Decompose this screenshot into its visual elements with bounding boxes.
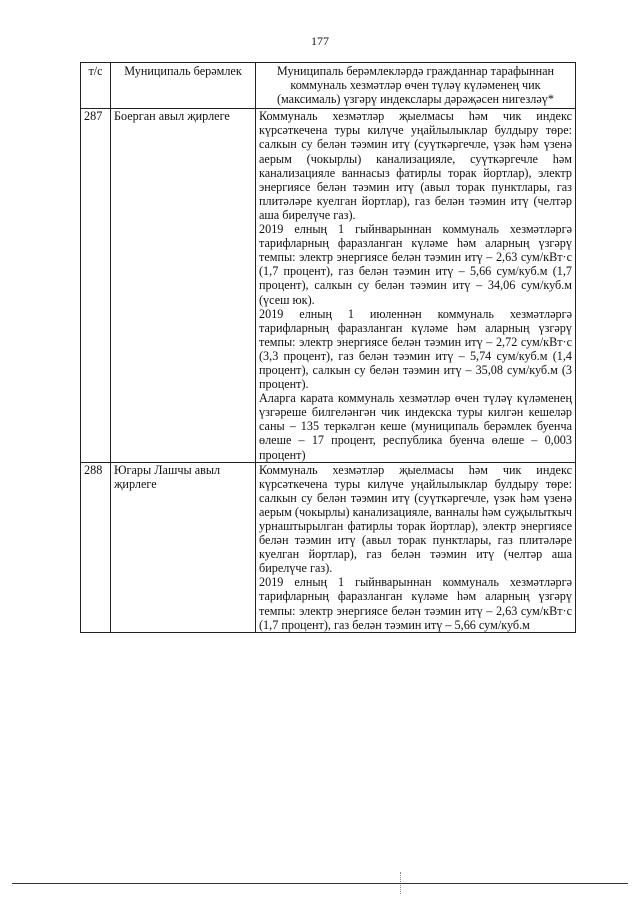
table-header-row bbox=[81, 63, 576, 109]
row-number: 287 bbox=[81, 109, 111, 462]
paragraph: Коммуналь хезмәтләр җыелмасы һәм чик индекс күрсәткечена туры килүче уңайлылыклар булдыру төре: салкын су белән тәэмин итү (суүткәргечле, үзәк һәм үзенә аерым (чокырлы) канализацияле, суүткәргечле һәм канализацияле ваннасыз фатирлы торак йортлар), электр энергиясе белән тәэмин итү (авыл торак пунктлары, газ плитәләре куелган йортлар), газ белән тәэмин итү (челтәр аша бирелүче газ). bbox=[259, 109, 572, 222]
paragraph: 2019 елның 1 июленнән коммуналь хезмәтләргә тарифларның фаразланган күләме һәм аларның үзгәрү темпы: электр энергиясе белән тәэмин итү – 2,72 сум/кВт·с (3,3 процент), газ белән тәэмин итү – 5,74 сум/куб.м (1,4 процент), салкын су белән тәэмин итү – 35,08 сум/куб.м (3 процент). bbox=[259, 306, 572, 392]
header-municipality: Муниципаль берәмлек bbox=[111, 63, 256, 109]
tariff-table bbox=[80, 62, 576, 633]
municipality-name: Югары Лашчы авыл җирлеге bbox=[111, 462, 256, 632]
header-justification: Муниципаль берәмлекләрдә гражданнар тарафыннан коммуналь хезмәтләр өчен түләү күләменең чик (максималь) үзгәрү индекслары дәрәҗәсен нигезләү* bbox=[256, 63, 576, 109]
paragraph: Аларга карата коммуналь хезмәтләр өчен түләү күләменең үзгәреше билгеләнгән чик индекска туры килгән кешеләр саны – 135 теркәлгән кеше (муниципаль берәмлек буенча өлеше – 17 процент, республика буенча өлеше – 0,003 процент) bbox=[259, 391, 572, 462]
row-number: 288 bbox=[81, 462, 111, 632]
municipality-name: Боерган авыл җирлеге bbox=[111, 109, 256, 462]
justification-cell bbox=[256, 109, 576, 462]
header-number: т/с bbox=[81, 63, 111, 109]
table-row bbox=[81, 109, 576, 462]
paragraph: 2019 елның 1 гыйнварыннан коммуналь хезмәтләргә тарифларның фаразланган күләме һәм аларның үзгәрү темпы: электр энергиясе белән тәэмин итү – 2,63 сум/кВт·с (1,7 процент), газ белән тәэмин итү – 5,66 сум/куб.м (1,7 процент), салкын су белән тәэмин итү – 34,06 сум/куб.м (үсеш юк). bbox=[259, 222, 572, 307]
page-number: 177 bbox=[311, 34, 329, 48]
table-row bbox=[81, 462, 576, 632]
justification-cell bbox=[256, 462, 576, 632]
page-bottom-rule bbox=[12, 883, 628, 884]
paragraph: Коммуналь хезмәтләр җыелмасы һәм чик индекс күрсәткечена туры килүче уңайлылыклар булдыру төре: салкын су белән тәэмин итү (суүткәргечле, үзәк һәм үзенә аерым (чокырлы) канализацияле, ванналы һәм суҗылыткыч урнаштырылган фатирлы торак йортлар), электр энергиясе белән тәэмин итү (авыл торак пунктлары, газ плитәләре куелган йортлар), газ белән тәэмин итү (челтәр аша бирелүче газ). bbox=[259, 462, 572, 576]
paragraph: 2019 елның 1 гыйнварыннан коммуналь хезмәтләргә тарифларның фаразланган күләме һәм аларның үзгәрү темпы: электр энергиясе белән тәэмин итү – 2,63 сум/кВт·с (1,7 процент), газ белән тәэмин итү – 5,66 сум/куб.м bbox=[259, 575, 572, 632]
